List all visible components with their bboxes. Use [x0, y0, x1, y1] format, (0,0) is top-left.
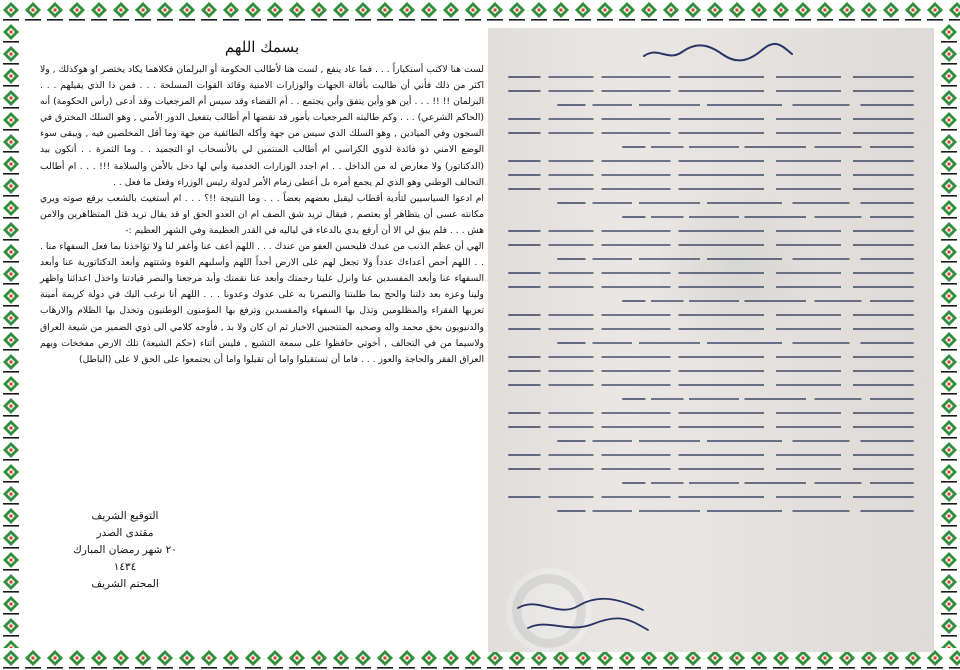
border-ornament-icon: [938, 132, 960, 154]
border-ornament-icon: [462, 0, 484, 22]
border-ornament-icon: [938, 506, 960, 528]
border-ornament-icon: [858, 0, 880, 22]
border-ornament-icon: [220, 0, 242, 22]
border-ornament-icon: [938, 616, 960, 638]
border-ornament-icon: [938, 352, 960, 374]
signature-year: ١٤٣٤: [113, 561, 137, 573]
signature-block: [40, 508, 210, 593]
ornamental-border-left: [0, 22, 22, 648]
border-ornament-icon: [0, 198, 22, 220]
border-ornament-icon: [88, 648, 110, 670]
border-ornament-icon: [938, 572, 960, 594]
border-ornament-icon: [242, 0, 264, 22]
border-ornament-icon: [66, 0, 88, 22]
border-ornament-icon: [938, 638, 960, 648]
border-ornament-icon: [938, 66, 960, 88]
border-ornament-icon: [0, 132, 22, 154]
border-ornament-icon: [44, 0, 66, 22]
border-ornament-icon: [176, 0, 198, 22]
border-ornament-icon: [0, 44, 22, 66]
border-ornament-icon: [938, 242, 960, 264]
letter-paragraph: الهي أن عظم الذنب من عبدك فليحسن العفو من عندك . . . اللهم أعف عنا وأغفر لنا ولا تؤاخذنا بما فعل السفهاء منا . . . اللهم أحص أعداءك عدداً ولا تجعل لهم على الارض أحداً اللهم وأسلبهم القوة وشتتهم وأبعد الدكتاتورية عنا وأبعد السفهاء عنا وأبعد المفسدين عنا وانزل علينا رحمتك وأبعد عنا نقمتك وأبد مرجعنا والنصر قيادتنا واخذل اعدائنا واظهر ولينا وعزه بعد ذلتنا والحج بما طلبتنا والنصرنا به على عدوك وعدونا . . . اللهم أنا نرغب اليك في دولة كريمة أمينة تعزبها الفقراء والمظلومين وتذل بها السفهاء والمفسدين وترفع بها المؤمنون الوطنيون وتخذل بها الظلام والارهاب والدنيويون بحق محمد واله وصحبه المنتجبين الاخيار ثم ان كان ولا بد , فأوجه كلامي الى ذوي الضمير من شيعة العراق ولاسيما من في التحالف , أخوتي حافظوا على سمعة التشيع , فليس أثناء (حكم الشيعة) تلك الارض مفخخات وبهم العراق الفقر والحاجة والعوز . . . فاما أن تستقيلوا واما أن تقيلوا واما أن يجتمعوا على الحق لا على (الباطل): [40, 241, 484, 365]
letter-title: بسمك اللهم: [224, 38, 300, 56]
border-ornament-icon: [572, 0, 594, 22]
border-ornament-icon: [176, 648, 198, 670]
border-ornament-icon: [418, 648, 440, 670]
border-ornament-icon: [0, 396, 22, 418]
border-ornament-icon: [0, 0, 22, 22]
border-ornament-icon: [198, 648, 220, 670]
border-ornament-icon: [0, 506, 22, 528]
border-ornament-icon: [938, 440, 960, 462]
border-ornament-icon: [506, 0, 528, 22]
border-ornament-icon: [0, 440, 22, 462]
border-ornament-icon: [938, 528, 960, 550]
border-ornament-icon: [638, 0, 660, 22]
letter-body: [40, 62, 484, 368]
border-ornament-icon: [0, 528, 22, 550]
border-ornament-icon: [220, 648, 242, 670]
border-ornament-icon: [938, 462, 960, 484]
border-ornament-icon: [264, 0, 286, 22]
border-ornament-icon: [938, 550, 960, 572]
border-ornament-icon: [0, 572, 22, 594]
border-ornament-icon: [938, 154, 960, 176]
border-ornament-icon: [938, 44, 960, 66]
border-ornament-icon: [264, 648, 286, 670]
border-ornament-icon: [748, 0, 770, 22]
border-ornament-icon: [938, 22, 960, 44]
border-ornament-icon: [0, 88, 22, 110]
signature-name: مقتدى الصدر: [96, 527, 154, 539]
border-ornament-icon: [938, 484, 960, 506]
border-ornament-icon: [374, 0, 396, 22]
signature-seal-label: المحتم الشريف: [91, 578, 159, 590]
border-ornament-icon: [0, 462, 22, 484]
handwritten-letter-photo: [488, 28, 934, 652]
border-ornament-icon: [286, 648, 308, 670]
border-ornament-icon: [0, 286, 22, 308]
border-ornament-icon: [938, 264, 960, 286]
border-ornament-icon: [462, 648, 484, 670]
border-ornament-icon: [682, 0, 704, 22]
border-ornament-icon: [726, 0, 748, 22]
border-ornament-icon: [0, 374, 22, 396]
border-ornament-icon: [198, 0, 220, 22]
border-ornament-icon: [110, 0, 132, 22]
border-ornament-icon: [396, 648, 418, 670]
signature-heading: التوقيع الشريف: [91, 510, 159, 522]
border-ornament-icon: [352, 648, 374, 670]
border-ornament-icon: [880, 0, 902, 22]
letter-paragraph: ام ادعوا السياسيين لتأدية أقطاب ليقبل بعضهم بعضاً . . . وما النتيجة !!؟ . . . ام أستغيث بالشعب برفع صوته ويري مكانته عسى أن يتظاهر أو يعتصم , فيقال تريد شق الصف ام ان العدو الحق او قد يقال تريد قتل المتظاهرين والامن هش . . . فلم يبق لي الا أن أرفع يدي بالدعاء في لياليه في القدر العظيمة وفي الشهر العظيم :-: [40, 192, 484, 236]
border-ornament-icon: [0, 638, 22, 648]
border-ornament-icon: [0, 550, 22, 572]
border-ornament-icon: [814, 0, 836, 22]
border-ornament-icon: [938, 330, 960, 352]
border-ornament-icon: [0, 594, 22, 616]
signature-date: ٢٠ شهر رمضان المبارك: [73, 544, 177, 556]
border-ornament-icon: [396, 0, 418, 22]
border-ornament-icon: [286, 0, 308, 22]
border-ornament-icon: [938, 88, 960, 110]
border-ornament-icon: [352, 0, 374, 22]
border-ornament-icon: [66, 648, 88, 670]
border-ornament-icon: [0, 154, 22, 176]
border-ornament-icon: [0, 264, 22, 286]
border-ornament-icon: [22, 648, 44, 670]
border-ornament-icon: [330, 648, 352, 670]
border-ornament-icon: [0, 330, 22, 352]
border-ornament-icon: [0, 418, 22, 440]
border-ornament-icon: [308, 0, 330, 22]
border-ornament-icon: [0, 22, 22, 44]
border-ornament-icon: [946, 648, 960, 670]
border-ornament-icon: [0, 66, 22, 88]
border-ornament-icon: [594, 0, 616, 22]
border-ornament-icon: [0, 176, 22, 198]
border-ornament-icon: [330, 0, 352, 22]
ornamental-border-top: [0, 0, 960, 22]
border-ornament-icon: [938, 308, 960, 330]
border-ornament-icon: [0, 616, 22, 638]
border-ornament-icon: [484, 0, 506, 22]
border-ornament-icon: [938, 286, 960, 308]
border-ornament-icon: [242, 648, 264, 670]
border-ornament-icon: [938, 418, 960, 440]
border-ornament-icon: [946, 0, 960, 22]
letter-paragraph: لست هنا لاكتب أستكباراً . . . فما عاد ينفع , لست هنا لأطالب الحكومة أو البرلمان فكلاهما يكاد يختصر او هوكذلك , ولا اكثر من ذلك فأني أن طالبت بأقالة الجهات والوزارات الامنية وقائد القوات المسلحة . . . فمن ذا الذي يقيلهم . . . البرلمان !! !! . . . أين هو وأين يتفق وأين يجتمع . . أم القضاء وقد سيس أم المرجعيات وقد أدعى (رأس الحكومة) أنه (الحاكم الشرعي) . . . وكم طالبته المرجعيات بأمور قد نقضها أم أطالب بتفعيل الدور الأمني , وهو السلك المخترق في السجون وفي الميادين , وهو السلك الذي سيس من جهة وأكله الطائفية من جهة وما أقل المخلصين فيه , ويبقى سوء الوضع الامني ذو فائدة لذوي الكراسي ام أطالب المنتمين لي بالأنسحاب او التجميد . . وما الثمرة . . أتكون بيد (الدكتاتور) ولا معارض له من الداخل . . ام اجدد الوزارات الخدمية وأني لها دخل بالأمن والسلامة !!! . . . ام أطالب التحالف الوطني وهو الذي لم يجمع أمره بل أعطى زمام الأمر لدولة رئيس الوزراء وفعل ما فعل . .: [40, 64, 484, 188]
border-ornament-icon: [704, 0, 726, 22]
border-ornament-icon: [440, 0, 462, 22]
border-ornament-icon: [938, 110, 960, 132]
border-ornament-icon: [938, 374, 960, 396]
border-ornament-icon: [660, 0, 682, 22]
border-ornament-icon: [938, 396, 960, 418]
border-ornament-icon: [528, 0, 550, 22]
border-ornament-icon: [88, 0, 110, 22]
border-ornament-icon: [132, 648, 154, 670]
border-ornament-icon: [0, 484, 22, 506]
border-ornament-icon: [0, 648, 22, 670]
border-ornament-icon: [132, 0, 154, 22]
border-ornament-icon: [836, 0, 858, 22]
border-ornament-icon: [0, 242, 22, 264]
border-ornament-icon: [924, 0, 946, 22]
border-ornament-icon: [0, 110, 22, 132]
ornamental-border-right: [938, 22, 960, 648]
border-ornament-icon: [550, 0, 572, 22]
border-ornament-icon: [902, 0, 924, 22]
border-ornament-icon: [938, 220, 960, 242]
border-ornament-icon: [418, 0, 440, 22]
border-ornament-icon: [616, 0, 638, 22]
border-ornament-icon: [792, 0, 814, 22]
border-ornament-icon: [938, 176, 960, 198]
border-ornament-icon: [308, 648, 330, 670]
border-ornament-icon: [938, 594, 960, 616]
border-ornament-icon: [22, 0, 44, 22]
border-ornament-icon: [110, 648, 132, 670]
border-ornament-icon: [44, 648, 66, 670]
border-ornament-icon: [938, 198, 960, 220]
border-ornament-icon: [0, 308, 22, 330]
border-ornament-icon: [770, 0, 792, 22]
border-ornament-icon: [374, 648, 396, 670]
border-ornament-icon: [0, 352, 22, 374]
border-ornament-icon: [440, 648, 462, 670]
border-ornament-icon: [154, 0, 176, 22]
border-ornament-icon: [154, 648, 176, 670]
border-ornament-icon: [0, 220, 22, 242]
